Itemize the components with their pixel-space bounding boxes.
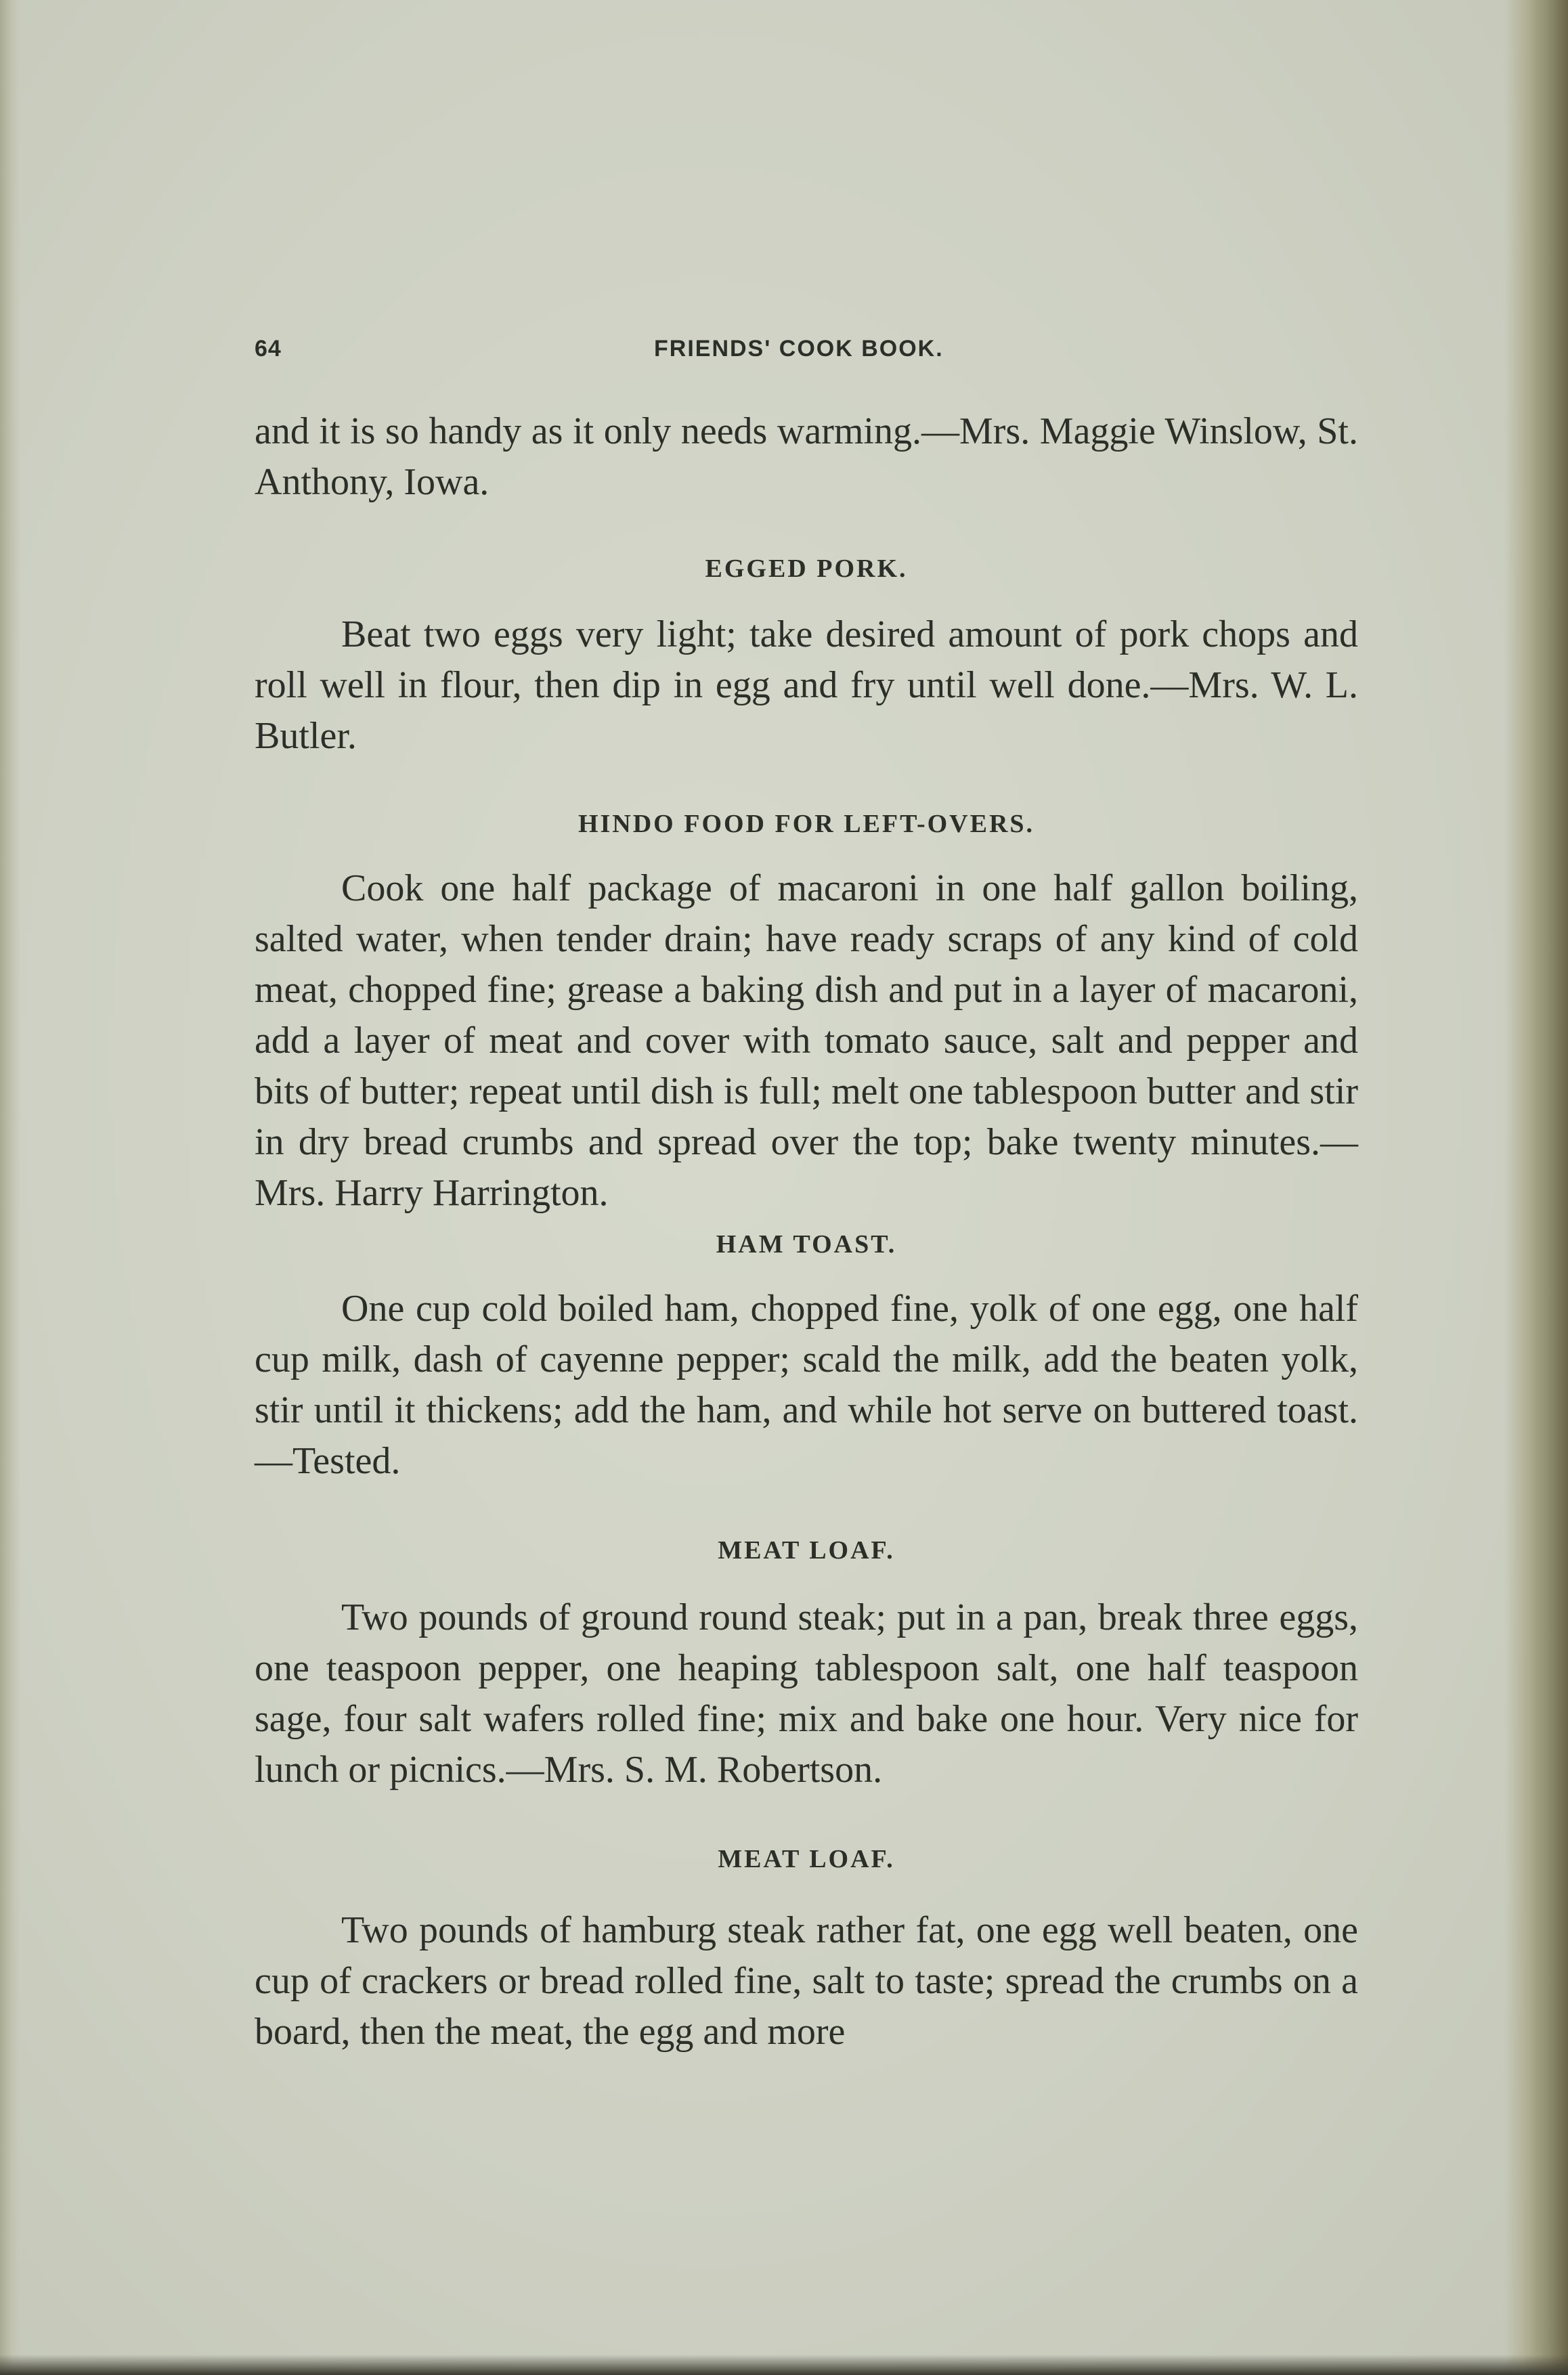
running-title: FRIENDS' COOK BOOK.	[654, 336, 944, 362]
recipe-title-egged-pork: EGGED PORK.	[705, 554, 908, 583]
recipe-title-meat-loaf-2: MEAT LOAF.	[718, 1845, 895, 1873]
recipe-body-ham-toast: One cup cold boiled ham, chopped fine, yolk of one egg, one half cup milk, dash of cayenne pepper; scald the milk, add the beaten yolk, stir until it thickens; add the ham, and while hot serve on buttered toast.—Tested.	[255, 1288, 1358, 1482]
page-content	[255, 406, 1358, 2057]
recipe-title-ham-toast: HAM TOAST.	[716, 1230, 897, 1259]
recipe-body-egged-pork: Beat two eggs very light; take desired amount of pork chops and roll well in flour, then dip in egg and fry until well done.—Mrs. W. L. Butler.	[255, 613, 1358, 757]
recipe-body-hindo-food: Cook one half package of macaroni in one half gallon boiling, salted water, when tender drain; have ready scraps of any kind of cold meat, chopped fine; grease a baking dish and put in a layer of macaroni, add a layer of meat and cover with tomato sauce, salt and pepper and bits of butter; repeat until dish is full; melt one tablespoon butter and stir in dry bread crumbs and spread over the top; bake twenty minutes.—Mrs. Harry Harrington.	[255, 867, 1358, 1214]
recipe-title-meat-loaf-1: MEAT LOAF.	[718, 1536, 895, 1565]
page-binding-edge	[1504, 0, 1568, 2375]
page-header	[255, 336, 1358, 376]
page-left-edge	[0, 0, 20, 2375]
recipe-body-meat-loaf-2: Two pounds of hamburg steak rather fat, one egg well beaten, one cup of crackers or bread rolled fine, salt to taste; spread the crumbs on a board, then the meat, the egg and more	[255, 1909, 1358, 2053]
page-number: 64	[255, 336, 282, 362]
continuation-paragraph: and it is so handy as it only needs warming.—Mrs. Maggie Winslow, St. Anthony, Iowa.	[255, 410, 1358, 503]
page-bottom-edge	[0, 2355, 1568, 2375]
recipe-body-meat-loaf-1: Two pounds of ground round steak; put in a pan, break three eggs, one teaspoon pepper, one heaping tablespoon salt, one half teaspoon sage, four salt wafers rolled fine; mix and bake one hour. Very nice for lunch or picnics.—Mrs. S. M. Robertson.	[255, 1596, 1358, 1791]
recipe-title-hindo-food: HINDO FOOD FOR LEFT-OVERS.	[578, 810, 1035, 838]
